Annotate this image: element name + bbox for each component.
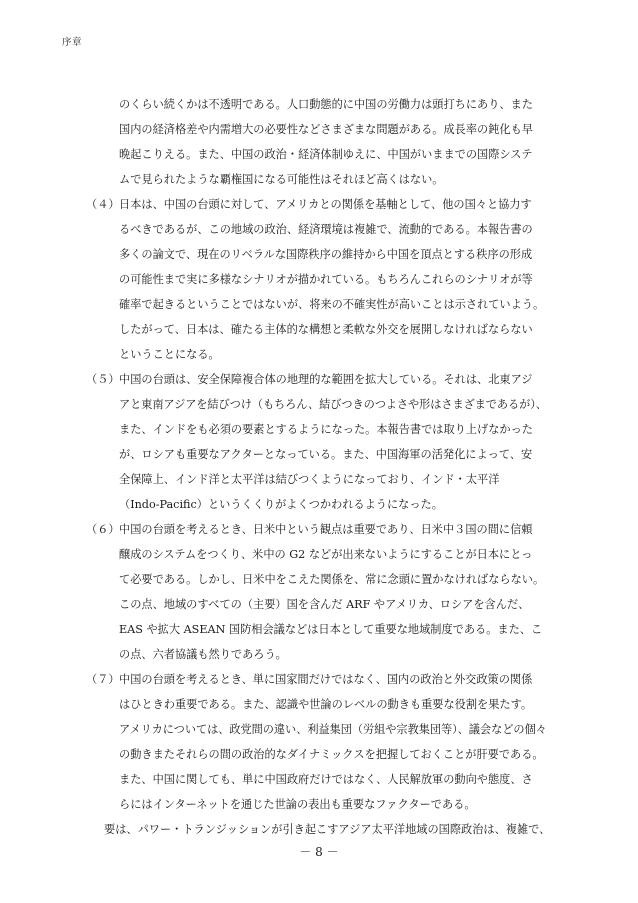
text-line: の点、六者協議も然りであろう。	[119, 648, 287, 661]
text-line: EAS や拡大 ASEAN 国防相会議などは日本として重要な地域制度である。また、こ	[119, 623, 543, 636]
text-line: 日本は、中国の台頭に対して、アメリカとの関係を基軸として、他の国々と協力す	[119, 198, 532, 211]
text-line: アと東南アジアを結びつけ（もちろん、結びつきのつよさや形はさまざまであるが）、	[119, 398, 547, 411]
text-line: 中国の台頭を考えるとき、単に国家間だけではなく、国内の政治と外交政策の関係	[119, 673, 533, 686]
text-line: したがって、日本は、確たる主体的な構想と柔軟な外交を展開しなければならない	[119, 323, 533, 336]
text-line: るべきであるが、この地域の政治、経済環境は複雑で、流動的である。本報告書の	[119, 223, 533, 236]
item-number: （４）	[86, 198, 120, 211]
chapter-header: 序章	[62, 37, 83, 48]
item-number: （７）	[86, 673, 120, 686]
text-line: （Indo-Pacific）というくくりがよくつかわれるようになった。	[119, 498, 443, 511]
item-number: （５）	[86, 373, 120, 386]
text-line: 国内の経済格差や内需増大の必要性などさまざまな問題がある。成長率の鈍化も早	[119, 123, 533, 136]
text-line: 晩起こりえる。また、中国の政治・経済体制ゆえに、中国がいままでの国際システ	[119, 148, 533, 161]
text-line: ということになる。	[119, 348, 220, 361]
text-line: の可能性まで実に多様なシナリオが描かれている。もちろんこれらのシナリオが等	[119, 273, 533, 286]
text-line: 多くの論文で、現在のリベラルな国際秩序の維持から中国を頂点とする秩序の形成	[119, 248, 533, 261]
text-line: て必要である。しかし、日米中をこえた関係を、常に念頭に置かなければならない。	[119, 573, 545, 586]
text-line: この点、地域のすべての（主要）国を含んだ ARF やアメリカ、ロシアを含んだ、	[119, 598, 530, 611]
text-line: ムで見られたような覇権国になる可能性はそれほど高くはない。	[119, 173, 444, 186]
text-line: はひときわ重要である。また、認識や世論のレベルの動きも重要な役割を果たす。	[119, 698, 533, 711]
text-line: 要は、パワー・トランジッションが引き起こすアジア太平洋地域の国際政治は、複雑で、	[104, 823, 551, 836]
text-line: また、インドをも必須の要素とするようになった。本報告書では取り上げなかった	[119, 423, 533, 436]
text-line: の動きまたそれらの間の政治的なダイナミックスを把握しておくことが肝要である。	[119, 748, 544, 761]
text-line: らにはインターネットを通じた世論の表出も重要なファクターである。	[119, 798, 476, 811]
item-number: （６）	[86, 523, 120, 536]
text-line: 醸成のシステムをつくり、米中の G2 などが出来ないようにすることが日本にとっ	[119, 548, 533, 561]
text-line: 中国の台頭は、安全保障複合体の地理的な範囲を拡大している。それは、北東アジ	[119, 373, 533, 386]
text-line: 中国の台頭を考えるとき、日米中という観点は重要であり、日米中３国の間に信頼	[119, 523, 533, 536]
text-line: また、中国に関しても、単に中国政府だけではなく、人民解放軍の動向や態度、さ	[119, 773, 533, 786]
text-line: 全保障上、インド洋と太平洋は結びつくようになっており、インド・太平洋	[119, 473, 500, 486]
text-line: 確率で起きるということではないが、将来の不確実性が高いことは示されていよう。	[119, 298, 545, 311]
text-line: が、ロシアも重要なアクターとなっている。また、中国海軍の活発化によって、安	[119, 448, 533, 461]
page-number: － 8 －	[299, 845, 339, 859]
text-line: のくらい続くかは不透明である。人口動態的に中国の労働力は頭打ちにあり、また	[119, 98, 533, 111]
text-line: アメリカについては、政党間の違い、利益集団（労組や宗教集団等）、議会などの個々	[119, 723, 547, 736]
